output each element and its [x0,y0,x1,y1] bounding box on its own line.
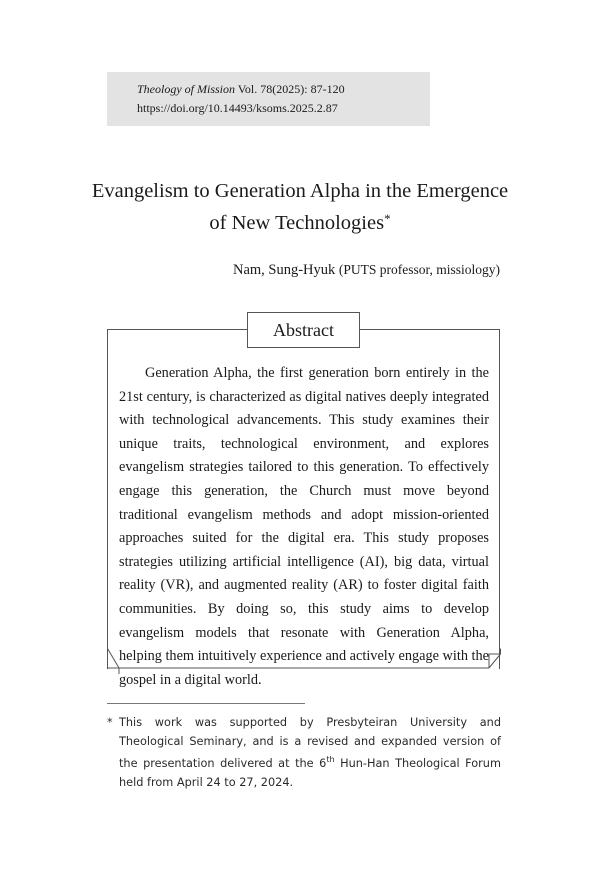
author-name: Nam, Sung-Hyuk [232,262,336,278]
author-line [233,262,500,279]
journal-volume: Vol. 78(2025): 87-120 [237,82,345,96]
title-footnote-marker: * [384,211,391,226]
article-title-line-1: Evangelism to Generation Alpha in the Emergence [91,180,509,202]
abstract-heading: Abstract [247,312,360,348]
author-affiliation: (PUTS professor, missiology) [338,262,500,277]
article-title-line-2 [0,204,600,238]
footnote-text-part-2: Hun-Han Theological Forum held from April 24 to 27, 2024. [119,757,501,789]
journal-name: Theology of Mission [137,82,235,96]
footnote-marker: * [107,716,113,729]
footnote-divider [107,703,305,704]
journal-doi: https://doi.org/10.14493/ksoms.2025.2.87 [137,101,338,115]
footnote-ordinal-suffix: th [326,755,335,764]
journal-info-box [107,72,430,126]
footnote-text [119,714,501,792]
abstract-body: Generation Alpha, the first generation born entirely in the 21st century, is characterized as digital natives deeply integrated with technological advancements. This study examines their unique traits, technological environment, and explores evangelism strategies tailored to this generation. To effectively engage this generation, the Church must move beyond traditional evangelism methods and adopt mission-oriented approaches suited for the digital era. This study proposes strategies utilizing artificial intelligence (AI), big data, virtual reality (VR), and augmented reality (AR) to foster digital faith communities. By doing so, this study aims to develop evangelism models that resonate with Generation Alpha, helping them intuitively experience and actively engage with the gospel in a digital world. [119,365,490,688]
footnote-text-part-1: This work was supported by Presbyteiran University and Theological Seminary, and is a revised and expanded version of the presentation delivered at the 6 [119,716,501,770]
article-title-text: of New Technologies [209,212,385,234]
footnote [107,714,501,792]
journal-citation-line [137,82,345,97]
